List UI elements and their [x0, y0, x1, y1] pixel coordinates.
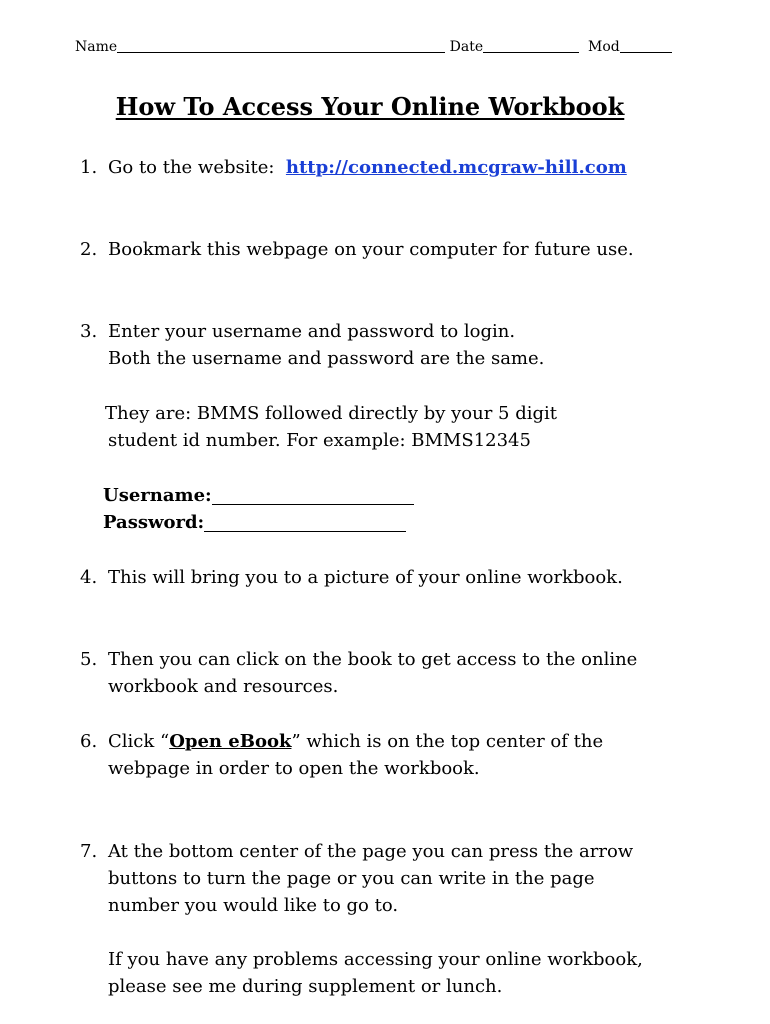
password-field — [103, 509, 406, 536]
username-blank[interactable] — [212, 486, 414, 505]
closing-line-1: If you have any problems accessing your online workbook, — [108, 949, 643, 970]
step-text — [108, 154, 708, 181]
mod-blank[interactable] — [620, 38, 672, 53]
step-7-line-3: number you would like to go to. — [108, 895, 399, 916]
example-line-2: student id number. For example: BMMS12345 — [108, 430, 531, 451]
step-6-text-after: ” which is on the top center of the — [291, 731, 604, 752]
step-number: 5. — [80, 649, 98, 670]
name-label: Name — [75, 39, 118, 55]
step-number: 6. — [80, 731, 98, 752]
username-label: Username: — [103, 485, 212, 506]
step-text — [108, 646, 708, 700]
step-1-text: Go to the website: — [108, 157, 286, 178]
step-text — [108, 838, 708, 919]
username-field — [103, 482, 414, 509]
step-text — [108, 728, 708, 782]
step-text: This will bring you to a picture of your online workbook. — [108, 567, 623, 588]
date-label: Date — [449, 39, 484, 55]
password-label: Password: — [103, 512, 205, 533]
step-6-line-2: webpage in order to open the workbook. — [108, 758, 480, 779]
closing-line-2: please see me during supplement or lunch. — [108, 976, 503, 997]
step-number: 2. — [80, 239, 98, 260]
example-line-1: They are: BMMS followed directly by your 5 digit — [105, 403, 558, 424]
closing-note — [108, 946, 708, 1000]
step-number: 1. — [80, 157, 98, 178]
step-text: Bookmark this webpage on your computer for future use. — [108, 239, 634, 260]
header-fields — [75, 38, 695, 55]
page-title: How To Access Your Online Workbook — [115, 92, 625, 121]
example-note — [105, 400, 705, 454]
open-ebook-label: Open eBook — [169, 731, 292, 752]
step-text — [108, 318, 708, 372]
step-number: 7. — [80, 841, 98, 862]
step-7-line-1: At the bottom center of the page you can press the arrow — [108, 841, 634, 862]
step-3-line-2: Both the username and password are the same. — [108, 348, 545, 369]
mod-label: Mod — [588, 39, 620, 55]
step-6-line-1 — [108, 731, 603, 752]
step-5-line-1: Then you can click on the book to get access to the online — [108, 649, 638, 670]
date-blank[interactable] — [483, 38, 579, 53]
step-7-line-2: buttons to turn the page or you can write in the page — [108, 868, 595, 889]
step-6-text-before: Click “ — [108, 731, 170, 752]
name-blank[interactable] — [117, 38, 445, 53]
website-link[interactable]: http://connected.mcgraw-hill.com — [285, 157, 627, 178]
step-5-line-2: workbook and resources. — [108, 676, 339, 697]
step-number: 4. — [80, 567, 98, 588]
step-number: 3. — [80, 321, 98, 342]
step-3-line-1: Enter your username and password to login. — [108, 321, 516, 342]
password-blank[interactable] — [204, 513, 406, 532]
